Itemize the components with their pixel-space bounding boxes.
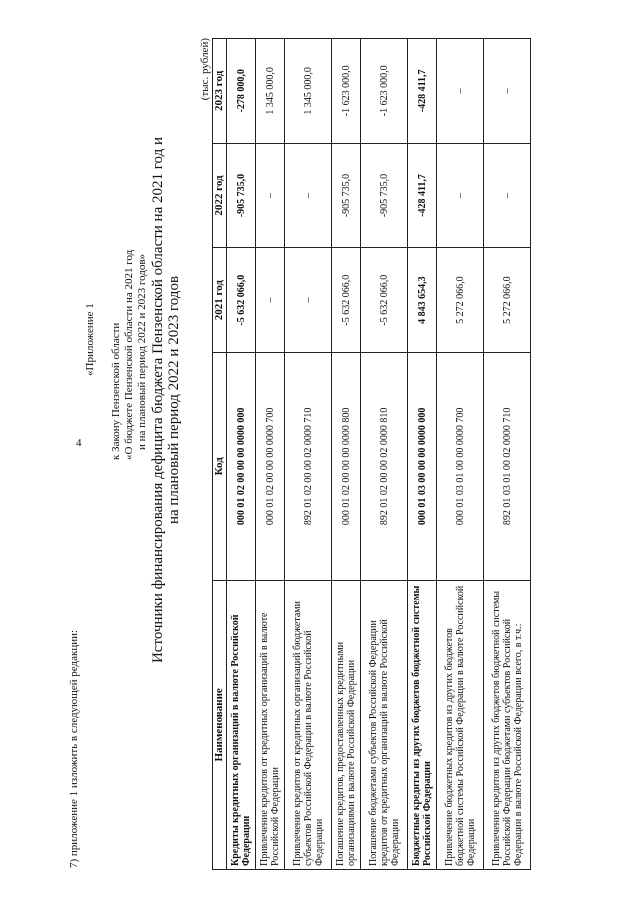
cell-2021: – <box>285 248 332 353</box>
header-code: Код <box>213 352 227 580</box>
appendix-line-1: «Приложение 1 <box>84 303 96 376</box>
cell-2023: -1 623 000,0 <box>332 39 361 144</box>
cell-code: 892 01 03 01 00 02 0000 710 <box>484 352 531 580</box>
cell-code: 000 01 02 00 00 00 0000 000 <box>227 352 256 580</box>
cell-2021: -5 632 066,0 <box>361 248 408 353</box>
title-line-1: Источники финансирования дефицита бюджета Пензенской области на 2021 год и <box>150 136 166 664</box>
appendix-line-3: «О бюджете Пензенской области на 2021 год <box>123 249 135 460</box>
table-row <box>256 39 285 870</box>
cell-2022: – <box>256 143 285 248</box>
cell-2022: -905 735,0 <box>332 143 361 248</box>
table-row <box>332 39 361 870</box>
cell-2023: – <box>484 39 531 144</box>
page-number: 4 <box>76 437 82 449</box>
cell-name: Бюджетные кредиты из других бюджетов бюджетной системы Российской Федерации <box>408 580 437 869</box>
title-line-2: на плановый период 2022 и 2023 годов <box>166 275 182 525</box>
table-row <box>285 39 332 870</box>
cell-name: Привлечение кредитов из других бюджетов бюджетной системы Российской Федерации бюджетами субъектов Российской Федерации в валюте Российской Федерации всего, в т.ч.: <box>484 580 531 869</box>
intro-text: 7) приложение 1 изложить в следующей редакции: <box>68 629 80 868</box>
cell-2022: -428 411,7 <box>408 143 437 248</box>
cell-2021: -5 632 066,0 <box>332 248 361 353</box>
cell-2022: – <box>437 143 484 248</box>
header-2021: 2021 год <box>213 248 227 353</box>
cell-2021: 4 843 654,3 <box>408 248 437 353</box>
cell-2023: -428 411,7 <box>408 39 437 144</box>
header-2022: 2022 год <box>213 143 227 248</box>
table-row <box>484 39 531 870</box>
cell-2022: -905 735,0 <box>361 143 408 248</box>
table-row <box>437 39 484 870</box>
financing-table <box>212 38 531 870</box>
units-label: (тыс. рублей) <box>199 38 211 101</box>
cell-2022: – <box>285 143 332 248</box>
header-2023: 2023 год <box>213 39 227 144</box>
cell-name: Погашение бюджетами субъектов Российской Федерации кредитов от кредитных организаций в валюте Российской Федерации <box>361 580 408 869</box>
cell-2022: -905 735,0 <box>227 143 256 248</box>
appendix-header <box>84 40 149 460</box>
cell-code: 892 01 02 00 00 02 0000 710 <box>285 352 332 580</box>
cell-code: 892 01 02 00 00 02 0000 810 <box>361 352 408 580</box>
cell-2022: – <box>484 143 531 248</box>
appendix-line-2: к Закону Пензенской области <box>110 322 122 460</box>
cell-2021: – <box>256 248 285 353</box>
cell-2021: -5 632 066,0 <box>227 248 256 353</box>
cell-name: Погашение кредитов, предоставленных кредитными организациями в валюте Российской Федерации <box>332 580 361 869</box>
appendix-line-4: и на плановый период 2022 и 2023 годов» <box>136 253 148 450</box>
header-name: Наименование <box>213 580 227 869</box>
cell-name: Привлечение кредитов от кредитных организаций в валюте Российской Федерации <box>256 580 285 869</box>
rotated-page <box>0 20 640 880</box>
table-row <box>361 39 408 870</box>
cell-name: Привлечение кредитов от кредитных организаций бюджетами субъектов Российской Федерации в валюте Российской Федерации <box>285 580 332 869</box>
table-row <box>408 39 437 870</box>
cell-2023: – <box>437 39 484 144</box>
cell-code: 000 01 03 00 00 00 0000 000 <box>408 352 437 580</box>
cell-2021: 5 272 066,0 <box>484 248 531 353</box>
table-row <box>227 39 256 870</box>
cell-name: Кредиты кредитных организаций в валюте Российской Федерации <box>227 580 256 869</box>
cell-code: 000 01 03 01 00 00 0000 700 <box>437 352 484 580</box>
document-title <box>150 120 182 680</box>
cell-name: Привлечение бюджетных кредитов из других бюджетов бюджетной системы Российской Федерации в валюте Российской Федерации <box>437 580 484 869</box>
cell-2021: 5 272 066,0 <box>437 248 484 353</box>
cell-2023: -278 000,0 <box>227 39 256 144</box>
table-header-row <box>213 39 227 870</box>
cell-2023: 1 345 000,0 <box>256 39 285 144</box>
cell-code: 000 01 02 00 00 00 0000 800 <box>332 352 361 580</box>
cell-2023: -1 623 000,0 <box>361 39 408 144</box>
cell-code: 000 01 02 00 00 00 0000 700 <box>256 352 285 580</box>
cell-2023: 1 345 000,0 <box>285 39 332 144</box>
